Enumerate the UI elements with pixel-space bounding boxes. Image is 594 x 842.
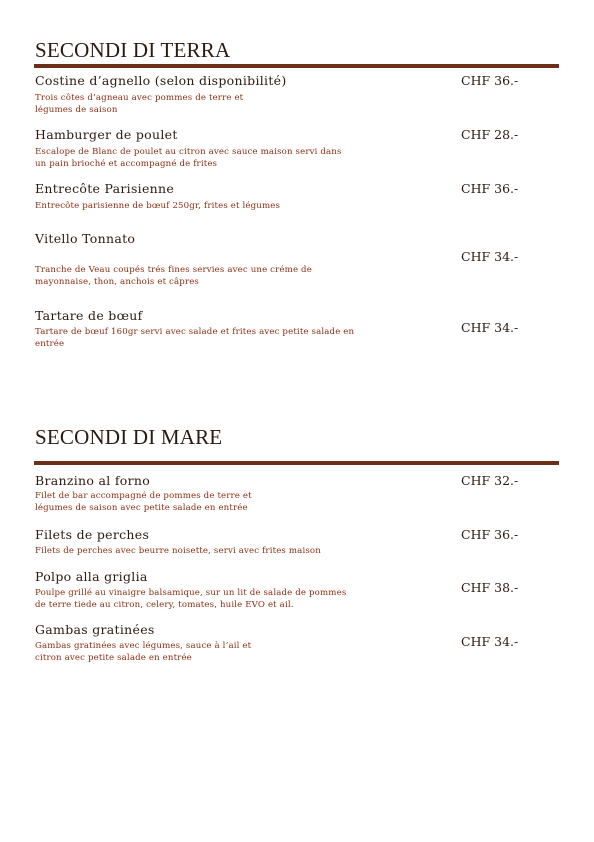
menu-item-price: CHF 36.- bbox=[461, 527, 519, 542]
menu-item-name: Branzino al forno bbox=[35, 473, 151, 488]
menu-item-description: Tranche de Veau coupés trés fines servies avec une créme de mayonnaise, thon, anchois et câpres bbox=[35, 265, 312, 287]
menu-item-name: Polpo alla griglia bbox=[35, 569, 148, 584]
menu-item-name: Filets de perches bbox=[35, 527, 150, 542]
menu-item-price: CHF 36.- bbox=[461, 181, 519, 196]
section-divider-terra bbox=[34, 64, 559, 68]
menu-item-description: Escalope de Blanc de poulet au citron avec sauce maison servi dans un pain brioché et accompagné de frites bbox=[35, 147, 342, 169]
menu-item-description: Filet de bar accompagné de pommes de terre et légumes de saison avec petite salade en entrée bbox=[35, 491, 252, 513]
menu-item-name: Gambas gratinées bbox=[35, 622, 155, 637]
menu-item-price: CHF 38.- bbox=[461, 580, 519, 595]
menu-item-name: Tartare de bœuf bbox=[35, 308, 143, 323]
menu-item-name: Entrecôte Parisienne bbox=[35, 181, 175, 196]
menu-item-price: CHF 32.- bbox=[461, 473, 519, 488]
menu-item-price: CHF 28.- bbox=[461, 127, 519, 142]
menu-item-name: Vitello Tonnato bbox=[35, 231, 136, 246]
menu-item-price: CHF 34.- bbox=[461, 634, 519, 649]
menu-item-description: Filets de perches avec beurre noisette, servi avec frites maison bbox=[35, 546, 321, 556]
section-divider-mare bbox=[34, 461, 559, 465]
menu-item-price: CHF 36.- bbox=[461, 73, 519, 88]
menu-item-description: Trois côtes d’agneau avec pommes de terre et légumes de saison bbox=[35, 93, 244, 115]
menu-item-price: CHF 34.- bbox=[461, 249, 519, 264]
menu-item-description: Gambas gratinées avec légumes, sauce à l’ail et citron avec petite salade en entrée bbox=[35, 641, 252, 663]
section-title-mare: SECONDI DI MARE bbox=[35, 425, 223, 449]
menu-item-name: Hamburger de poulet bbox=[35, 127, 178, 142]
menu-item-price: CHF 34.- bbox=[461, 320, 519, 335]
menu-item-description: Poulpe grillé au vinaigre balsamique, sur un lit de salade de pommes de terre tiede au citron, celery, tomates, huile EVO et ail. bbox=[35, 588, 347, 610]
menu-item-name: Costine d’agnello (selon disponibilité) bbox=[35, 73, 287, 88]
menu-item-description: Entrecôte parisienne de bœuf 250gr, frites et légumes bbox=[35, 201, 281, 211]
menu-item-description: Tartare de bœuf 160gr servi avec salade et frites avec petite salade en entrée bbox=[35, 327, 355, 349]
section-title-terra: SECONDI DI TERRA bbox=[35, 38, 231, 62]
